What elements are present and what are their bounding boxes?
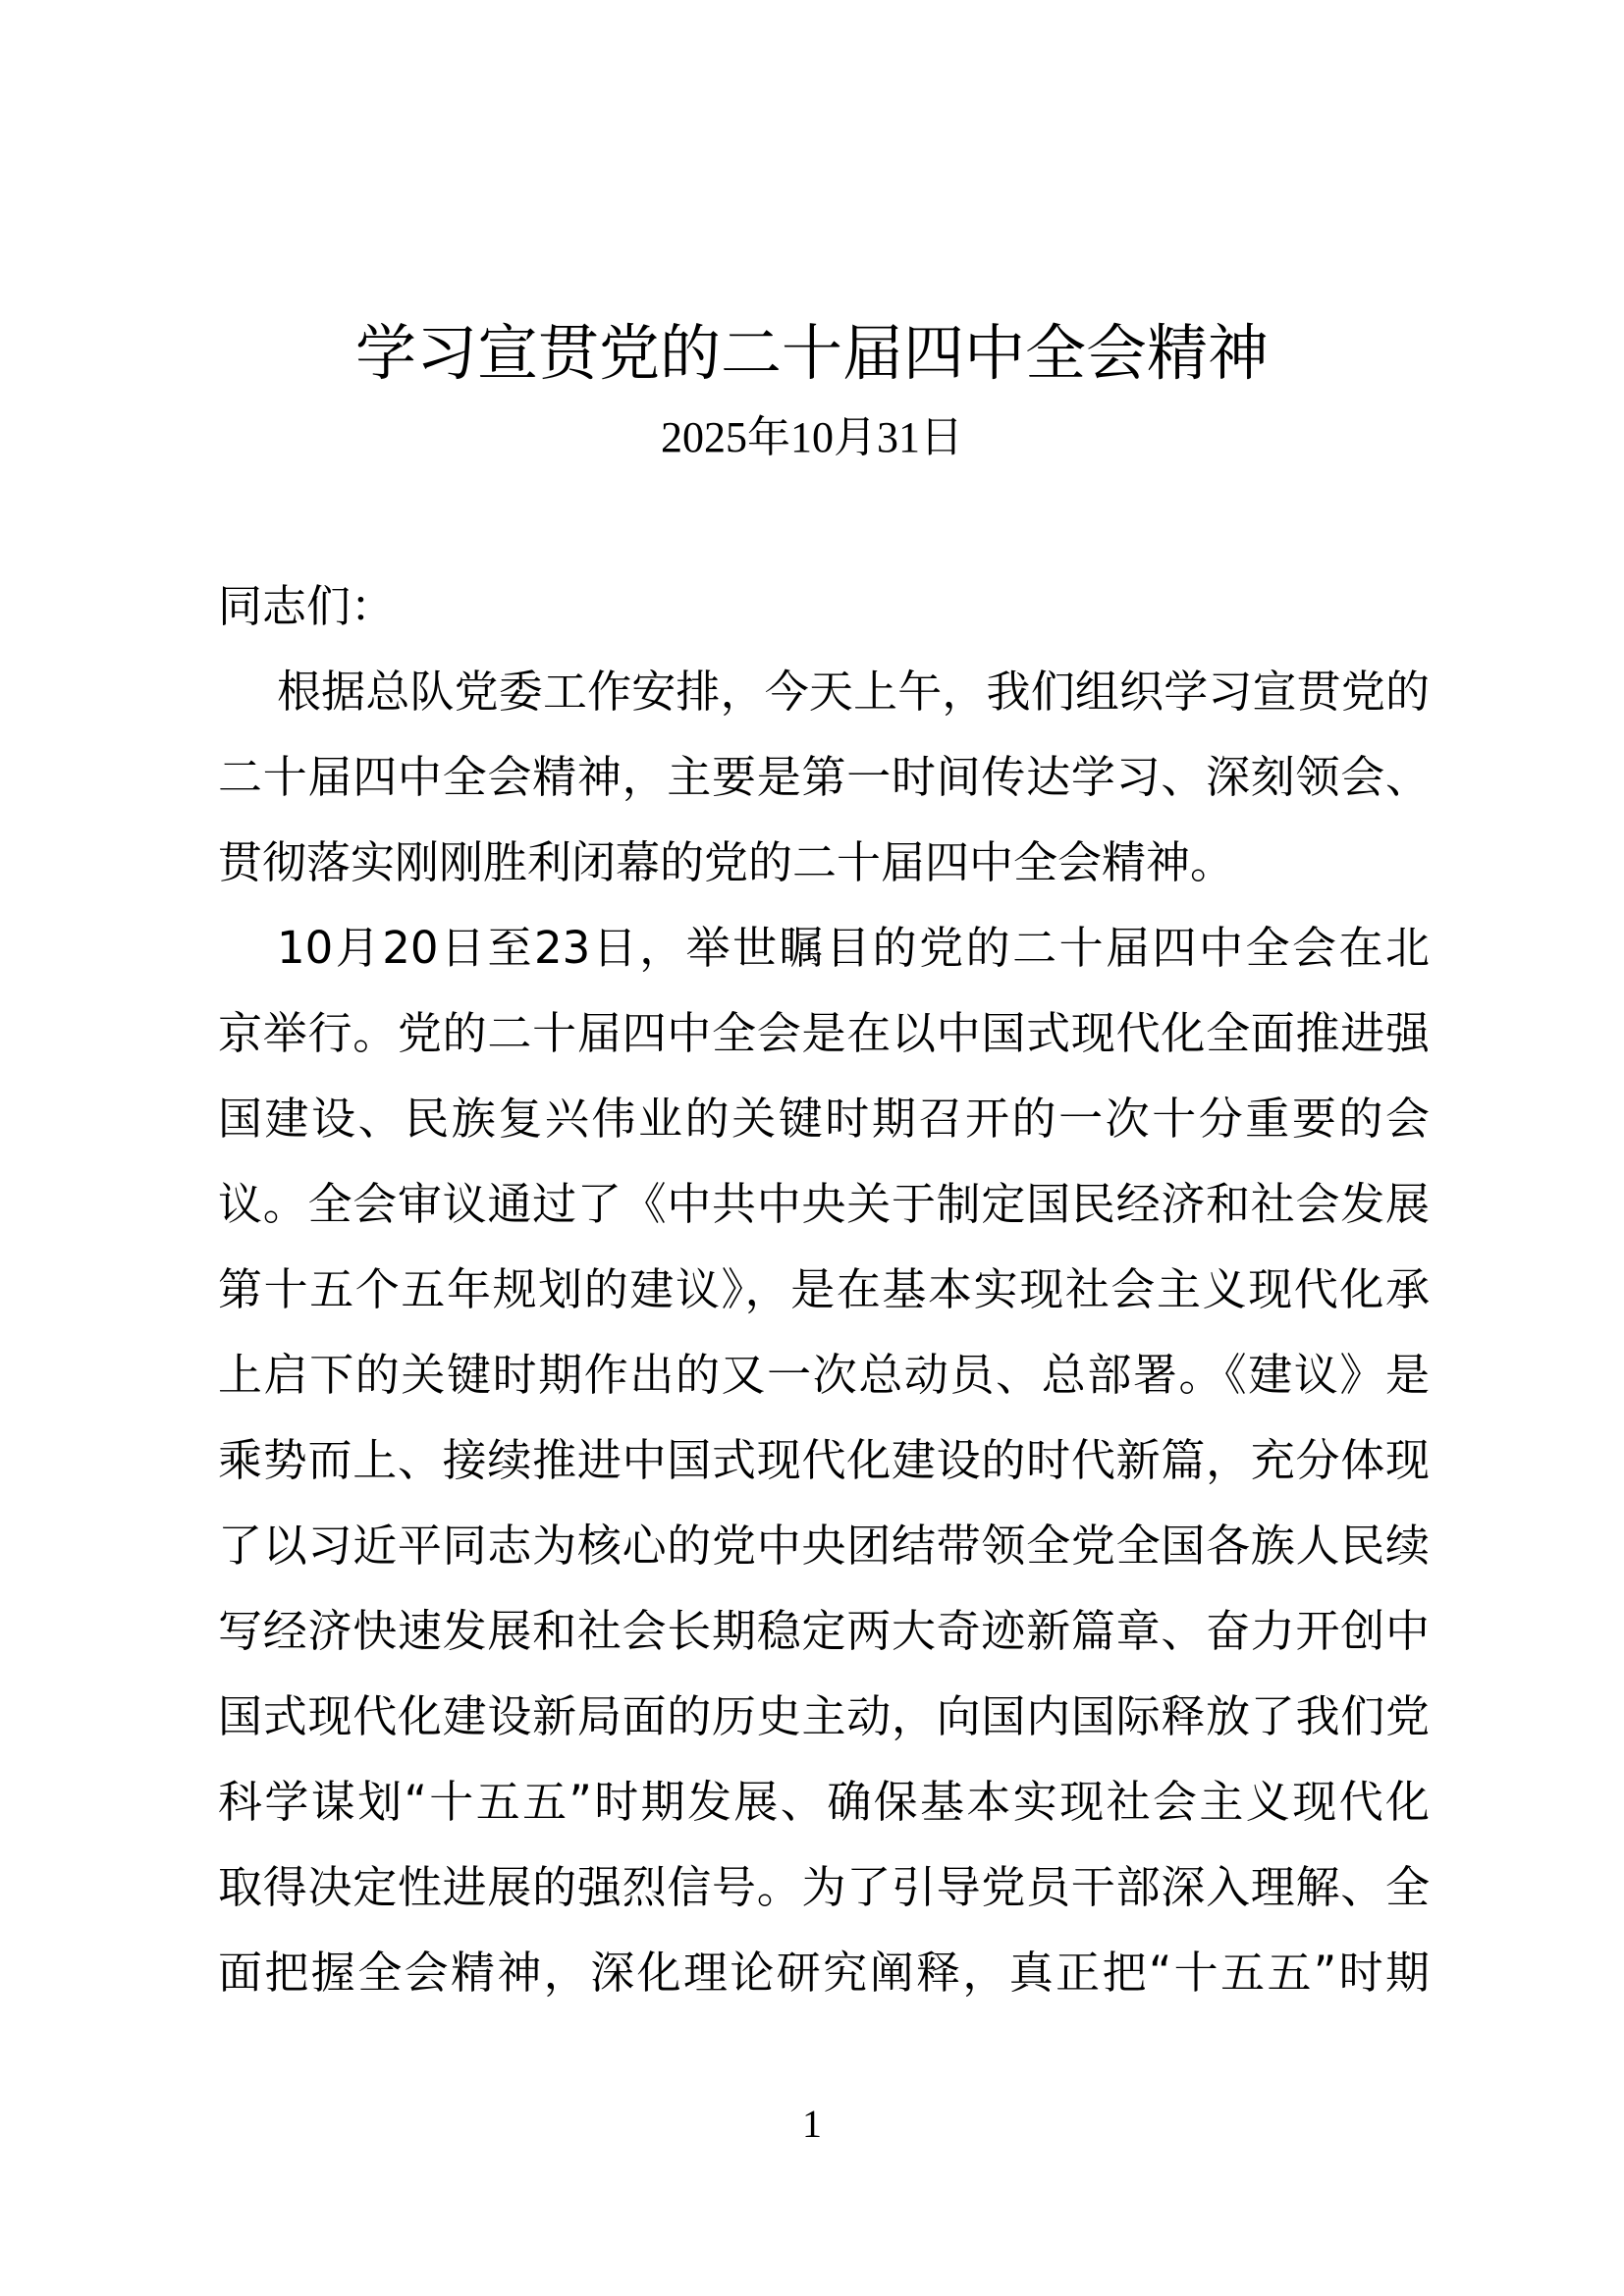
document-title: 学习宣贯党的二十届四中全会精神 [354,317,1269,389]
paragraph-line: 第十五个五年规划的建议》，是在基本实现社会主义现代化承 [218,1263,1430,1315]
paragraph-line: 二十届四中全会精神，主要是第一时间传达学习、深刻领会、 [218,751,1430,803]
paragraph-line: 取得决定性进展的强烈信号。为了引导党员干部深入理解、全 [218,1861,1430,1913]
paragraph-line: 10月20日至23日，举世瞩目的党的二十届四中全会在北 [277,922,1430,974]
paragraph-line: 国建设、民族复兴伟业的关键时期召开的一次十分重要的会 [218,1093,1430,1145]
paragraph-line: 面把握全会精神，深化理论研究阐释，真正把“十五五”时期 [218,1947,1430,1999]
paragraph-line: 国式现代化建设新局面的历史主动，向国内国际释放了我们党 [218,1690,1430,1742]
page-number: 1 [802,2102,822,2146]
paragraph-line: 上启下的关键时期作出的又一次总动员、总部署。《建议》是 [218,1349,1430,1401]
paragraph-line: 科学谋划“十五五”时期发展、确保基本实现社会主义现代化 [218,1776,1430,1828]
paragraph-line: 议。全会审议通过了《中共中央关于制定国民经济和社会发展 [218,1178,1430,1230]
salutation: 同志们： [218,580,396,632]
paragraph-line: 了以习近平同志为核心的党中央团结带领全党全国各族人民续 [218,1520,1430,1572]
paragraph-line: 写经济快速发展和社会长期稳定两大奇迹新篇章、奋力开创中 [218,1605,1430,1657]
paragraph-line: 根据总队党委工作安排，今天上午，我们组织学习宣贯党的 [277,666,1430,718]
paragraph-line: 京举行。党的二十届四中全会是在以中国式现代化全面推进强 [218,1007,1430,1059]
paragraph-line: 贯彻落实刚刚胜利闭幕的党的二十届四中全会精神。 [218,836,1235,888]
document-date: 2025年10月31日 [661,413,963,461]
paragraph-line: 乘势而上、接续推进中国式现代化建设的时代新篇，充分体现 [218,1434,1430,1486]
document-body [218,577,1430,2029]
